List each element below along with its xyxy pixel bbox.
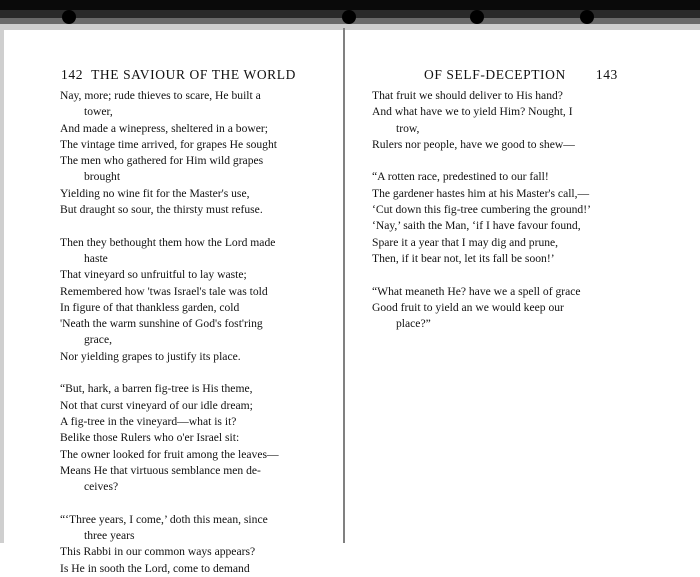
stanza-break (60, 218, 305, 234)
verse-line: haste (84, 251, 108, 265)
stanza-break (60, 365, 305, 381)
verse-line: The vintage time arrived, for grapes He sought (60, 137, 277, 151)
verse-line: ‘Nay,’ saith the Man, ‘if I have favour found, (372, 219, 581, 233)
verse-line: “What meaneth He? have we a spell of grace (372, 284, 581, 298)
verse-line: Then, if it bear not, let its fall be soon!’ (372, 251, 555, 265)
binding-hole (62, 10, 76, 24)
verse-line: That fruit we should deliver to His hand? (372, 89, 563, 102)
verse-line: The gardener hastes him at his Master's call,— (372, 186, 590, 200)
verse-line: That vineyard so unfruitful to lay waste; (60, 268, 247, 282)
verse-line: three years (84, 529, 135, 543)
verse-line: 'Neath the warm sunshine of God's fost'ring (60, 317, 263, 331)
verse-line: ceives? (84, 480, 119, 494)
verse-line: A fig-tree in the vineyard—what is it? (60, 414, 237, 428)
verse-line: Not that curst vineyard of our idle dream; (60, 398, 253, 412)
verse-line: trow, (396, 121, 420, 135)
verse-line: Is He in sooth the Lord, come to demand (60, 561, 250, 575)
verse-line: Remembered how 'twas Israel's tale was told (60, 284, 268, 298)
verse-line: “But, hark, a barren fig-tree is His theme, (60, 382, 253, 396)
stanza-break (372, 267, 617, 283)
binding-hole (470, 10, 484, 24)
verse-line: The owner looked for fruit among the leaves— (60, 447, 279, 461)
verse-line: brought (84, 170, 121, 184)
verse-line: Means He that virtuous semblance men de- (60, 463, 261, 477)
verse-line: And made a winepress, sheltered in a bower; (60, 121, 268, 135)
verse-line: Then they bethought them how the Lord made (60, 235, 276, 249)
verse-line: Nay, more; rude thieves to scare, He built a (60, 89, 261, 102)
page-number: 143 (595, 67, 618, 82)
stanza-break (60, 495, 305, 511)
left-running-header (61, 67, 296, 83)
verse-line: This Rabbi in our common ways appears? (60, 545, 256, 559)
right-page-text (372, 88, 617, 332)
running-head-title: OF SELF-DECEPTION (424, 67, 566, 82)
page-edge (0, 30, 4, 543)
stanza-break (372, 153, 617, 169)
verse-line: Yielding no wine fit for the Master's use, (60, 186, 250, 200)
left-page-text (60, 88, 305, 577)
verse-line: And what have we to yield Him? Nought, I (372, 105, 573, 119)
verse-line: tower, (84, 105, 113, 119)
running-head-title: THE SAVIOUR OF THE WORLD (91, 67, 296, 82)
verse-line: place?” (396, 317, 431, 331)
page-number: 142 (61, 67, 84, 82)
verse-line: But draught so sour, the thirsty must refuse. (60, 203, 263, 217)
verse-line: In figure of that thankless garden, cold (60, 300, 240, 314)
verse-line: “‘Three years, I come,’ doth this mean, since (60, 512, 268, 526)
verse-line: Belike those Rulers who o'er Israel sit: (60, 431, 240, 445)
verse-line: The men who gathered for Him wild grapes (60, 154, 264, 168)
verse-line: “A rotten race, predestined to our fall! (372, 170, 549, 184)
verse-line: grace, (84, 333, 112, 347)
verse-line: Spare it a year that I may dig and prune, (372, 235, 559, 249)
binding-hole (342, 10, 356, 24)
verse-line: Nor yielding grapes to justify its place. (60, 349, 241, 363)
right-running-header (424, 67, 618, 83)
verse-line: ‘Cut down this fig-tree cumbering the ground!’ (372, 203, 591, 217)
verse-line: Rulers nor people, have we good to shew— (372, 137, 575, 151)
book-gutter (343, 28, 345, 543)
verse-line: Good fruit to yield an we would keep our (372, 300, 564, 314)
binding-hole (580, 10, 594, 24)
